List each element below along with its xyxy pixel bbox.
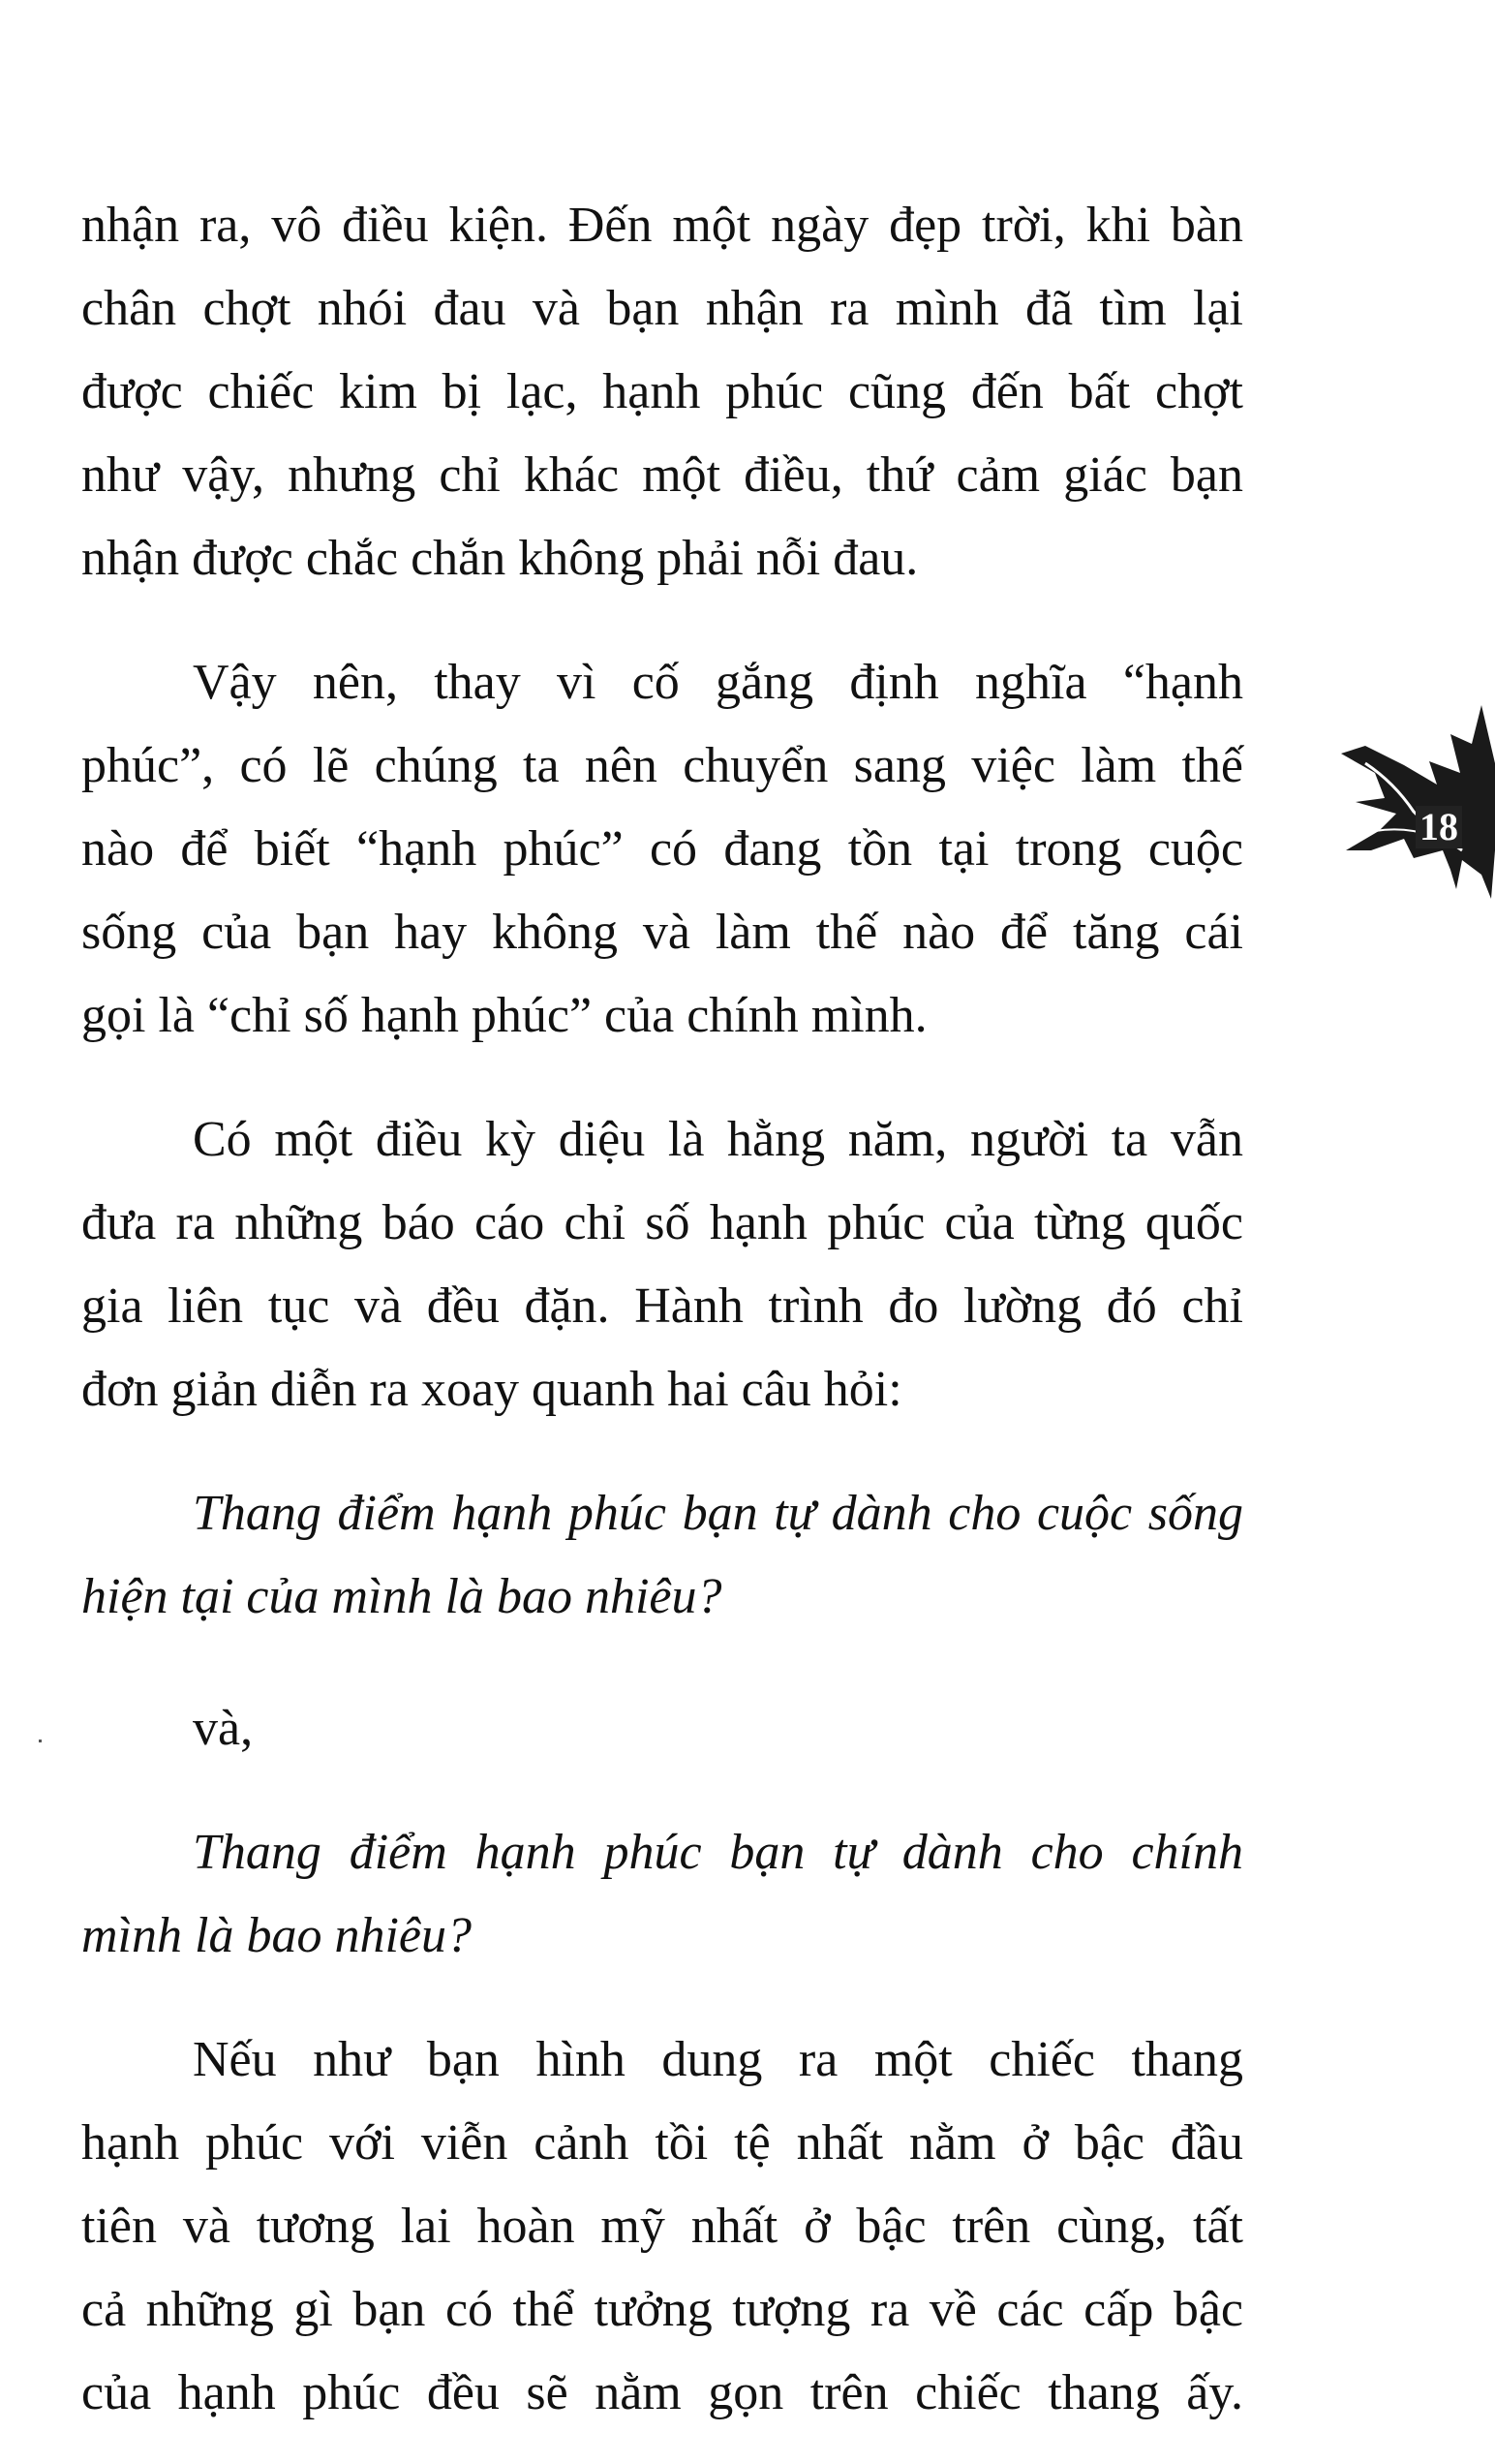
text-line: Thang điểm hạnh phúc bạn tự dành cho chính [193, 1825, 1243, 1880]
text-line: Nếu như bạn hình dung ra một chiếc thang [193, 2032, 1243, 2087]
text-line: mình là bao nhiêu? [81, 1908, 472, 1963]
question-2 [81, 1811, 1243, 1978]
text-line: phúc”, có lẽ chúng ta nên chuyển sang việc làm thế [81, 738, 1243, 793]
text-line: Thang điểm hạnh phúc bạn tự dành cho cuộc sống [193, 1486, 1243, 1541]
text-line: nhận được chắc chắn không phải nỗi đau. [81, 531, 919, 586]
text-line: tiên và tương lai hoàn mỹ nhất ở bậc trên cùng, tất [81, 2199, 1243, 2254]
text-line: đơn giản diễn ra xoay quanh hai câu hỏi: [81, 1362, 902, 1417]
text-line: hạnh phúc với viễn cảnh tồi tệ nhất nằm ở bậc đầu [81, 2115, 1243, 2171]
paragraph-2 [81, 641, 1243, 1058]
text-line: như vậy, nhưng chỉ khác một điều, thứ cảm giác bạn [81, 447, 1243, 503]
text-line: nào để biết “hạnh phúc” có đang tồn tại trong cuộc [81, 821, 1243, 877]
conjunction: và, [193, 1701, 254, 1756]
text-line: hiện tại của mình là bao nhiêu? [81, 1569, 722, 1624]
paragraph-3 [81, 1098, 1243, 1432]
text-line: gia liên tục và đều đặn. Hành trình đo lường đó chỉ [81, 1278, 1243, 1334]
text-line: đưa ra những báo cáo chỉ số hạnh phúc của từng quốc [81, 1195, 1243, 1250]
text-line: Có một điều kỳ diệu là hằng năm, người ta vẫn [193, 1112, 1243, 1167]
text-line: gọi là “chỉ số hạnh phúc” của chính mình. [81, 988, 928, 1043]
text-line: chân chợt nhói đau và bạn nhận ra mình đã tìm lại [81, 281, 1243, 336]
text-line: cả những gì bạn có thể tưởng tượng ra về các cấp bậc [81, 2282, 1243, 2337]
text-line: nhận ra, vô điều kiện. Đến một ngày đẹp trời, khi bàn [81, 198, 1243, 253]
paragraph-4 [81, 2018, 1243, 2435]
body-text [81, 184, 1243, 2435]
question-1 [81, 1472, 1243, 1639]
text-line: của hạnh phúc đều sẽ nằm gọn trên chiếc thang ấy. [81, 2365, 1243, 2420]
text-line: sống của bạn hay không và làm thế nào để tăng cái [81, 905, 1243, 960]
text-line: được chiếc kim bị lạc, hạnh phúc cũng đến bất chợt [81, 364, 1243, 419]
page-speck [39, 1740, 42, 1742]
text-line: Vậy nên, thay vì cố gắng định nghĩa “hạnh [193, 655, 1243, 710]
page-number: 18 [1416, 806, 1462, 848]
paragraph-1 [81, 184, 1243, 601]
